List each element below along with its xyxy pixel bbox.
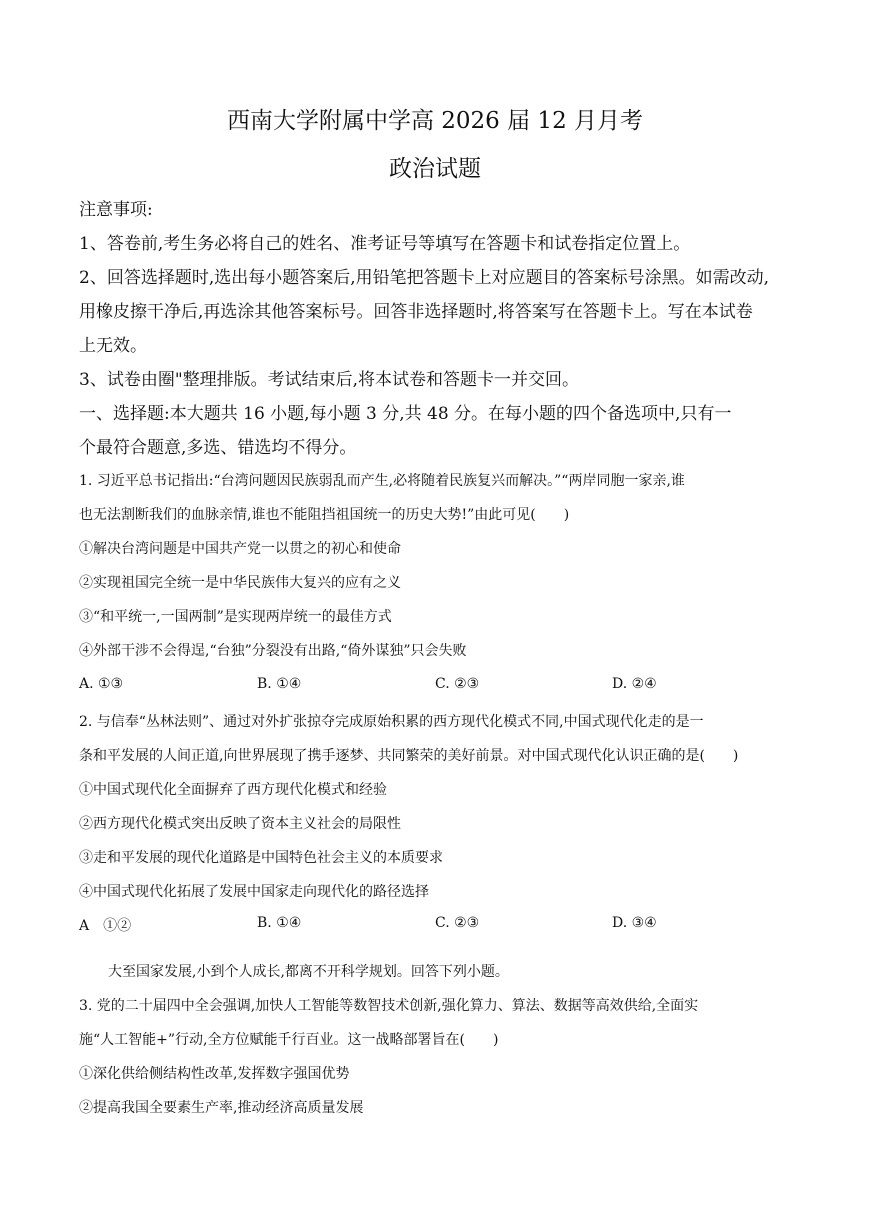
notice-line-2b: 用橡皮擦干净后,再选涂其他答案标号。回答非选择题时,将答案写在答题卡上。写在本试卷 bbox=[79, 302, 753, 322]
group-intro: 大至国家发展,小到个人成长,都离不开科学规划。回答下列小题。 bbox=[108, 964, 509, 980]
q3-item-1: ①深化供给侧结构性改革,发挥数字强国优势 bbox=[79, 1066, 350, 1082]
section-heading-line-1: 一、选择题:本大题共 16 小题,每小题 3 分,共 48 分。在每小题的四个备选项中,只有一 bbox=[79, 404, 732, 424]
q2-item-1: ①中国式现代化全面摒弃了西方现代化模式和经验 bbox=[79, 782, 387, 798]
notice-line-2a: 2、回答选择题时,选出每小题答案后,用铅笔把答题卡上对应题目的答案标号涂黑。如需改动, bbox=[79, 268, 770, 288]
q1-stem-line-1: 1. 习近平总书记指出:“台湾问题因民族弱乱而产生,必将随着民族复兴而解决。”“两岸同胞一家亲,谁 bbox=[79, 473, 685, 489]
notice-heading: 注意事项: bbox=[79, 200, 153, 220]
q2-option-a: A ①② bbox=[79, 918, 132, 934]
q3-stem-line-2: 施“人工智能+”行动,全方位赋能千行百业。这一战略部署旨在( ) bbox=[79, 1032, 499, 1048]
notice-line-2c: 上无效。 bbox=[79, 336, 147, 356]
q2-item-3: ③走和平发展的现代化道路是中国特色社会主义的本质要求 bbox=[79, 850, 443, 866]
q1-option-d: D. ②④ bbox=[612, 676, 657, 692]
notice-line-1: 1、答卷前,考生务必将自己的姓名、准考证号等填写在答题卡和试卷指定位置上。 bbox=[79, 234, 691, 254]
q2-stem-line-2: 条和平发展的人间正道,向世界展现了携手逐梦、共同繁荣的美好前景。对中国式现代化认识正确的是( ) bbox=[79, 748, 739, 764]
q2-option-b: B. ①④ bbox=[257, 915, 302, 931]
exam-title: 西南大学附属中学高 2026 届 12 月月考 bbox=[226, 108, 644, 134]
q1-item-1: ①解决台湾问题是中国共产党一以贯之的初心和使命 bbox=[79, 541, 401, 557]
q1-stem-line-2: 也无法割断我们的血脉亲情,谁也不能阻挡祖国统一的历史大势!”由此可见( ) bbox=[79, 507, 570, 523]
q2-stem-line-1: 2. 与信奉“丛林法则”、通过对外扩张掠夺完成原始积累的西方现代化模式不同,中国式现代化走的是一 bbox=[79, 714, 704, 730]
q2-option-c: C. ②③ bbox=[435, 915, 480, 931]
q2-option-d: D. ③④ bbox=[612, 915, 657, 931]
q2-item-4: ④中国式现代化拓展了发展中国家走向现代化的路径选择 bbox=[79, 884, 429, 900]
q2-item-2: ②西方现代化模式突出反映了资本主义社会的局限性 bbox=[79, 816, 401, 832]
q3-item-2: ②提高我国全要素生产率,推动经济高质量发展 bbox=[79, 1100, 364, 1116]
q1-option-c: C. ②③ bbox=[435, 676, 480, 692]
q1-option-b: B. ①④ bbox=[257, 676, 302, 692]
q1-option-a: A. ①③ bbox=[79, 676, 124, 692]
q1-item-4: ④外部干涉不会得逞,“台独”分裂没有出路,“倚外谋独”只会失败 bbox=[79, 643, 467, 659]
section-heading-line-2: 个最符合题意,多选、错选均不得分。 bbox=[79, 438, 357, 458]
exam-subject: 政治试题 bbox=[389, 156, 481, 182]
q3-stem-line-1: 3. 党的二十届四中全会强调,加快人工智能等数智技术创新,强化算力、算法、数据等高效供给,全面实 bbox=[79, 998, 699, 1014]
q1-item-3: ③“和平统一,一国两制”是实现两岸统一的最佳方式 bbox=[79, 609, 392, 625]
notice-line-3: 3、试卷由圈"整理排版。考试结束后,将本试卷和答题卡一并交回。 bbox=[79, 370, 580, 390]
q1-item-2: ②实现祖国完全统一是中华民族伟大复兴的应有之义 bbox=[79, 575, 401, 591]
